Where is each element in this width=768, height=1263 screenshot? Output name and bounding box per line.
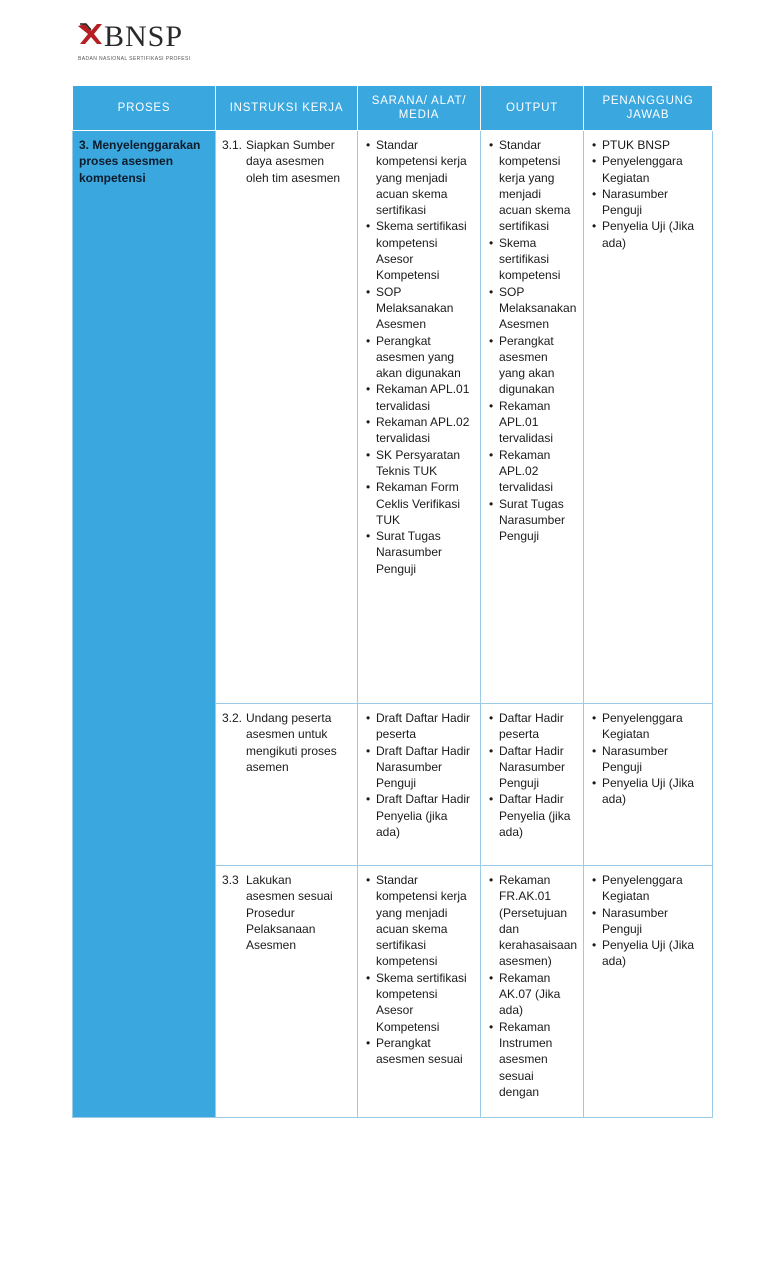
process-cell: 3. Menyelenggarakan proses asesmen kompetensi [73,131,216,1118]
list-item: • Draft Daftar Hadir Narasumber Penguji [364,743,474,792]
step-number: 3.2. [222,711,243,725]
bnsp-logo [76,20,216,64]
list-item: • Standar kompetensi kerja yang menjadi acuan skema sertifikasi [364,137,474,218]
list-item: • SK Persyaratan Teknis TUK [364,447,474,480]
list-item: • Penyelia Uji (Jika ada) [590,218,706,251]
sarana-cell [358,704,481,866]
list-item: • Rekaman APL.01 tervalidasi [364,381,474,414]
sarana-cell [358,131,481,704]
instruction-cell [216,131,358,704]
list-item: • Surat Tugas Narasumber Penguji [487,496,577,545]
list-item: • Draft Daftar Hadir peserta [364,710,474,743]
instruction-text: Siapkan Sumber daya asesmen oleh tim asesmen [246,138,341,185]
pj-cell [584,131,713,704]
output-cell [481,131,584,704]
list-item: • Penyelenggara Kegiatan [590,153,706,186]
list-item: • Rekaman Instrumen asesmen sesuai dengan [487,1019,577,1100]
list-item: • SOP Melaksanakan Asesmen [487,284,577,333]
header-sarana: SARANA/ ALAT/ MEDIA [358,86,481,131]
list-item: • Penyelenggara Kegiatan [590,710,706,743]
header-proses: PROSES [73,86,216,131]
list-item: • Daftar Hadir Narasumber Penguji [487,743,577,792]
list-item: • Surat Tugas Narasumber Penguji [364,528,474,577]
list-item: • Narasumber Penguji [590,743,706,776]
sarana-cell [358,866,481,1118]
step-number: 3.3 [222,873,239,887]
instruction-text: Lakukan asesmen sesuai Prosedur Pelaksanaan Asesmen [246,873,333,953]
list-item: • SOP Melaksanakan Asesmen [364,284,474,333]
logo-subtitle: BADAN NASIONAL SERTIFIKASI PROFESI [78,56,191,62]
list-item: • Rekaman Form Ceklis Verifikasi TUK [364,479,474,528]
header-instruksi-kerja: INSTRUKSI KERJA [216,86,358,131]
list-item: • PTUK BNSP [590,137,706,153]
pj-cell [584,866,713,1118]
list-item: • Penyelia Uji (Jika ada) [590,775,706,808]
list-item: • Standar kompetensi kerja yang menjadi acuan skema sertifikasi kompetensi [364,872,474,970]
pj-cell [584,704,713,866]
list-item: • Daftar Hadir peserta [487,710,577,743]
list-item: • Perangkat asesmen sesuai [364,1035,474,1068]
list-item: • Rekaman FR.AK.01 (Persetujuan dan kerahasaisaan asesmen) [487,872,577,970]
list-item: • Skema sertifikasi kompetensi Asesor Kompetensi [364,970,474,1035]
list-item: • Perangkat asesmen yang akan digunakan [487,333,577,398]
list-item: • Rekaman APL.02 tervalidasi [487,447,577,496]
list-item: • Rekaman APL.02 tervalidasi [364,414,474,447]
header-penanggung-jawab: PENANGGUNG JAWAB [584,86,713,131]
step-number: 3.1. [222,138,243,152]
instruction-text: Undang peserta asesmen untuk mengikuti proses asemen [246,711,337,774]
list-item: • Narasumber Penguji [590,905,706,938]
list-item: • Perangkat asesmen yang akan digunakan [364,333,474,382]
table-header-row [73,86,713,131]
list-item: • Rekaman APL.01 tervalidasi [487,398,577,447]
output-cell [481,866,584,1118]
output-cell [481,704,584,866]
header-output: OUTPUT [481,86,584,131]
instruction-cell [216,704,358,866]
list-item: • Penyelia Uji (Jika ada) [590,937,706,970]
bnsp-emblem-icon [76,20,104,48]
list-item: • Skema sertifikasi kompetensi Asesor Kompetensi [364,218,474,283]
logo-text: BNSP [104,20,184,53]
list-item: • Draft Daftar Hadir Penyelia (jika ada) [364,791,474,840]
table-row [73,131,713,704]
list-item: • Daftar Hadir Penyelia (jika ada) [487,791,577,840]
procedure-table [72,85,713,1118]
list-item: • Narasumber Penguji [590,186,706,219]
instruction-cell [216,866,358,1118]
list-item: • Skema sertifikasi kompetensi [487,235,577,284]
list-item: • Rekaman AK.07 (Jika ada) [487,970,577,1019]
list-item: • Penyelenggara Kegiatan [590,872,706,905]
list-item: • Standar kompetensi kerja yang menjadi acuan skema sertifikasi [487,137,577,235]
